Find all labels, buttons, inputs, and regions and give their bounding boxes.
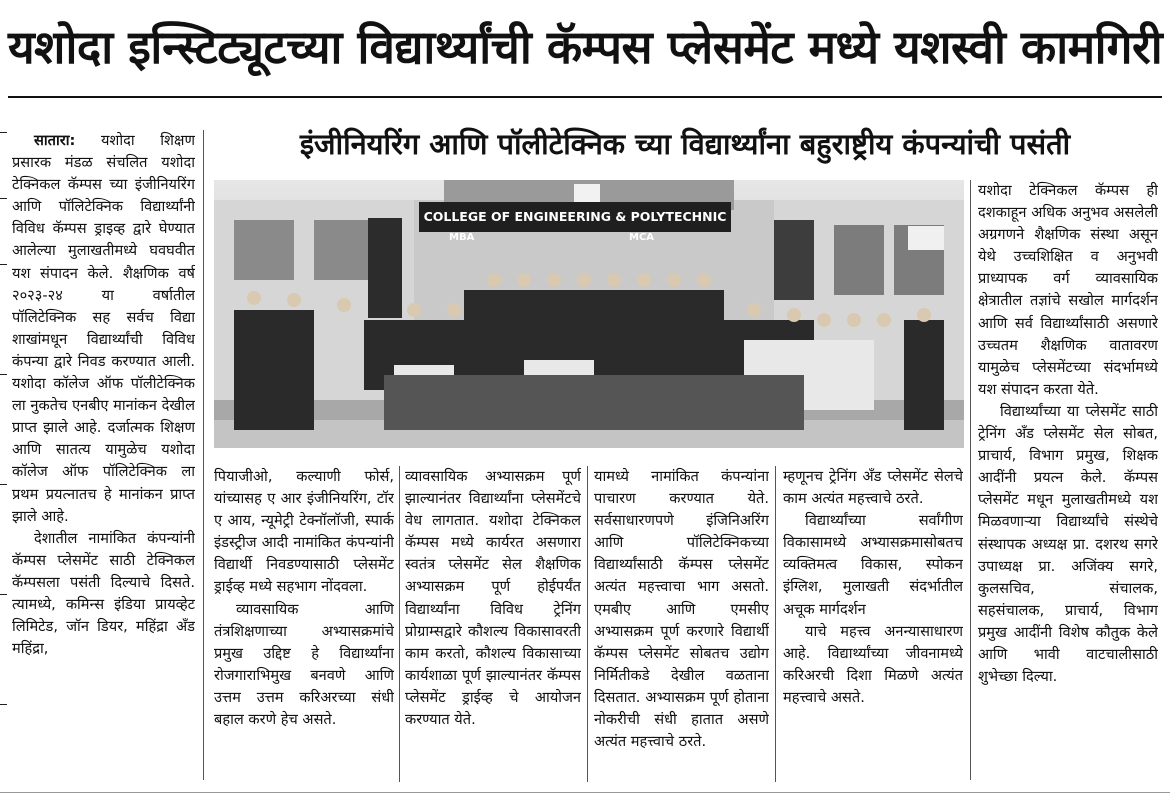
group-photo xyxy=(214,180,964,448)
col6-paragraph-2: विद्यार्थ्यांच्या या प्लेसमेंट साठी ट्रेनिंग अँड प्लेसमेंट सेल सोबत, प्राचार्य, विभाग प्रमुख, शिक्षक आदींनी प्रयत्न केले. कॅम्पस प्लेसमेंट मधून मुलाखतीमध्ये यश मिळवणाऱ्या विद्यार्थ्यांचे संस्थेचे संस्थापक अध्यक्ष प्रा. दशरथ सगरे उपाध्यक्ष प्रा. अजिंक्य सगरे, कुलसचिव, संचालक, सहसंचालक, प्राचार्य, विभाग प्रमुख आदींनी विशेष कौतुक केले आणि भावी वाटचालीसाठी शुभेच्छा दिल्या. xyxy=(978,402,1158,686)
margin-mark xyxy=(0,264,7,265)
col2-paragraph-2: व्यावसायिक आणि तंत्रशिक्षणाच्या अभ्यासक्रमांचे प्रमुख उद्दिष्ट हे विद्यार्थ्यांना रोजगाराभिमुख बनवणे आणि उत्तम उत्तम करिअरच्या संधी बहाल करणे हेच असते. xyxy=(214,600,394,729)
margin-mark xyxy=(0,594,7,595)
bottom-rule xyxy=(0,792,1170,793)
banner-sub-left: MBA xyxy=(449,232,475,243)
column-divider xyxy=(587,466,588,782)
subheadline: इंजीनियरिंग आणि पॉलीटेक्निक च्या विद्यार्थ्यांना बहुराष्ट्रीय कंपन्यांची पसंती xyxy=(299,127,1071,161)
col1-paragraph-1 xyxy=(12,130,195,528)
article-column-1 xyxy=(12,130,195,780)
article-column-2 xyxy=(214,466,394,782)
col6-paragraph-1: यशोदा टेक्निकल कॅम्पस ही दशकाहून अधिक अनुभव असलेली अग्रगणने शैक्षणिक संस्था असून येथे उच्चशिक्षित व अनुभवी प्राध्यापक वर्ग व्यावसायिक क्षेत्रातील तज्ञांचे सखोल मार्गदर्शन आणि सर्व विद्यार्थ्यांसाठी असणारे उच्चतम शैक्षणिक वातावरण यामुळेच प्लेसमेंटच्या संदर्भामध्ये यश संपादन करता येते. xyxy=(978,182,1158,398)
article-column-5 xyxy=(783,466,963,782)
headline-divider xyxy=(8,96,1162,98)
col1-paragraph-2: देशातील नामांकित कंपन्यांनी कॅम्पस प्लेसमेंट साठी टेक्निकल कॅम्पसला पसंती दिल्याचे दिसते. त्यामध्ये, कमिन्स इंडिया प्रायव्हेट लिमिटेड, जॉन डियर, महिंद्रा अँड महिंद्रा, xyxy=(12,529,195,658)
margin-mark xyxy=(0,132,7,133)
margin-mark xyxy=(0,704,7,705)
dateline-city: सातारा: xyxy=(34,132,76,149)
college-banner-text: COLLEGE OF ENGINEERING & POLYTECHNIC xyxy=(423,209,727,224)
col5-paragraph-3: याचे महत्त्व अनन्यासाधारण आहे. विद्यार्थ्यांच्या जीवनामध्ये करिअरची दिशा मिळणे अत्यंत महत्त्वाचे असते. xyxy=(783,622,963,706)
margin-mark xyxy=(0,374,7,375)
margin-mark xyxy=(0,484,7,485)
column-divider xyxy=(970,180,971,780)
col5-paragraph-2: विद्यार्थ्यांच्या सर्वांगीण विकासामध्ये अभ्यासक्रमासोबतच व्यक्तिमत्व विकास, स्पोकन इंग्लिश, मुलाखती संदर्भातील अचूक मार्गदर्शन xyxy=(783,512,963,618)
col5-paragraph-1: म्हणूनच ट्रेनिंग अँड प्लेसमेंट सेलचे काम अत्यंत महत्त्वाचे ठरते. xyxy=(783,468,963,508)
col2-paragraph-1: पियाजीओ, कल्याणी फोर्स, यांच्यासह ए आर इंजीनियरिंग, टॉर ए आय, न्यूमेट्री टेक्नॉलॉजी, स्पार्क इंडस्ट्रीज आदी नामांकित कंपन्यांनी विद्यार्थी निवडण्यासाठी प्लेसमेंट ड्राईव्ह मध्ये सहभाग नोंदवला. xyxy=(214,468,394,596)
col1-paragraph-1-text: यशोदा शिक्षण प्रसारक मंडळ संचलित यशोदा टेक्निकल कॅम्पस च्या इंजीनियरिंग आणि पॉलिटेक्निक विद्यार्थ्यांनी विविध कॅम्पस ड्राइव्ह द्वारे घेण्यात आलेल्या मुलाखतीमध्ये घवघवीत यश संपादन केले. शैक्षणिक वर्ष २०२३-२४ या वर्षातील पॉलिटेक्निक सह सर्वच विद्या शाखांमधून विद्यार्थ्यांची विविध कंपन्या द्वारे निवड करण्यात आली. यशोदा कॉलेज ऑफ पॉलीटेक्निक ला नुकतेच एनबीए मानांकन देखील प्राप्त झाले आहे. दर्जात्मक शिक्षण आणि सातत्य यामुळेच यशोदा कॉलेज ऑफ पॉलिटेक्निक ला प्रथम प्रयत्नातच हे मानांकन प्राप्त झाले आहे. xyxy=(12,132,195,525)
col4-paragraph-1: यामध्ये नामांकित कंपन्यांना पाचारण करण्यात येते. सर्वसाधारणपणे इंजिनिअरिंग आणि पॉलिटेक्निकच्या विद्यार्थ्यांसाठी कॅम्पस प्लेसमेंट अत्यंत महत्त्वाचा भाग असतो. एमबीए आणि एमसीए अभ्यासक्रम पूर्ण करणारे विद्यार्थी कॅम्पस प्लेसमेंट सोबतच उद्योग निर्मितीकडे देखील वळताना दिसतात. अभ्यासक्रम पूर्ण होताना नोकरीची संधी हातात असणे अत्यंत महत्त्वाचे ठरते. xyxy=(594,468,769,751)
col3-paragraph-1: व्यावसायिक अभ्यासक्रम पूर्ण झाल्यानंतर विद्यार्थ्यांना प्लेसमेंटचे वेध लागतात. यशोदा टेक्निकल कॅम्पस मध्ये कार्यरत असणारा स्वतंत्र प्लेसमेंट सेल शैक्षणिक अभ्यासक्रम पूर्ण होईपर्यंत विद्यार्थ्यांना विविध ट्रेनिंग प्रोग्राम्सद्वारे कौशल्य विकासावरती काम करतो, कौशल्य विकासाच्या कार्यशाळा पूर्ण झाल्यानंतर कॅम्पस प्लेसमेंट ड्राईव्ह चे आयोजन करण्यात येते. xyxy=(405,468,581,729)
column-divider xyxy=(775,466,776,782)
column-divider xyxy=(399,466,400,782)
college-banner xyxy=(419,202,731,232)
article-column-3 xyxy=(405,466,581,782)
margin-mark xyxy=(0,198,7,199)
article-column-4 xyxy=(594,466,769,782)
article-column-6 xyxy=(978,180,1158,795)
headline: यशोदा इन्स्टिट्यूटच्या विद्यार्थ्यांची कॅम्पस प्लेसमेंट मध्ये यशस्वी कामगिरी xyxy=(8,20,1163,74)
banner-sub-right: MCA xyxy=(629,232,655,243)
column-divider xyxy=(203,130,204,780)
